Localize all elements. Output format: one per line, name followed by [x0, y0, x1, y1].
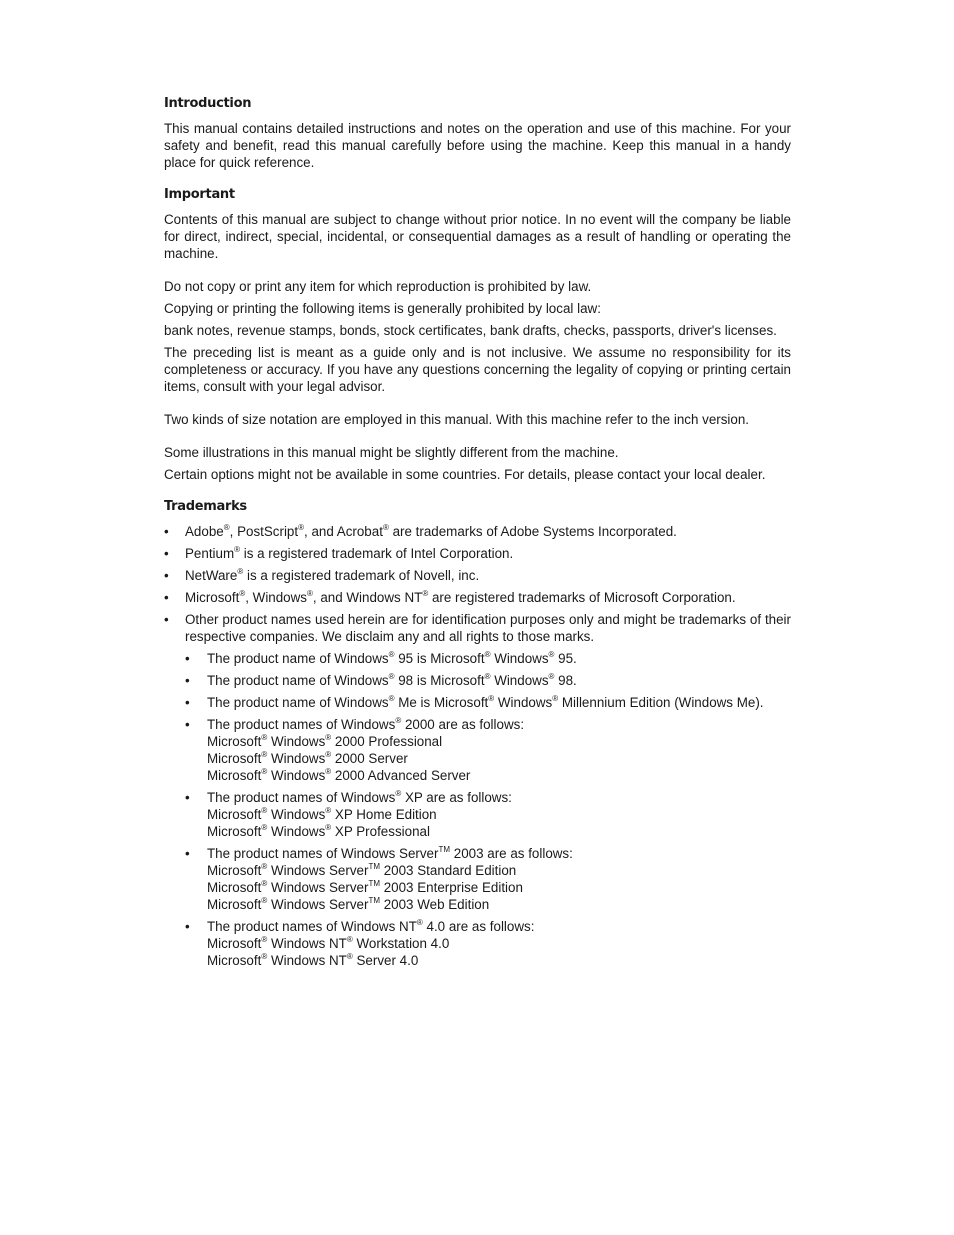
list-item: • The product name of Windows® Me is Microsoft® Windows® Millennium Edition (Windows Me).	[185, 694, 791, 711]
list-item: • NetWare® is a registered trademark of Novell, inc.	[164, 567, 791, 584]
list-item: • Other product names used herein are for identification purposes only and might be trademarks of their respective companies. We disclaim any and all rights to those marks. • The product name of Windows® 95 is Microsoft® Windows® 95. • The product name of Windows® 98 is Microsoft® Windows® 98. • The product name of Windows® Me is Microsoft® Windows® Millennium Edition (Windows Me). • The product names of Windows® 2000 are as follows: Microsoft® Windows® 2000 Professional Microsoft® Windows® 2000 Server Microsoft® Windows® 2000 Advanced Server • The product names of Windows® XP are as follows: Microsoft® Windows® XP Home Edition Microsoft® Windows® XP Professional • The product names of Windows Server™ 2003 are as follows: Microsoft® Windows Server™ 2003 Standard Edition Microsoft® Windows Server™ 2003 Enterprise Edition Microsoft® Windows Server™ 2003 Web Edition • The product names of Windows NT® 4.0 are as follows: Microsoft® Windows NT® Workstation 4.0 Microsoft® Windows NT® Server 4.0	[164, 611, 791, 969]
trademarks-heading: Trademarks	[164, 499, 247, 514]
list-item: • The product name of Windows® 95 is Microsoft® Windows® 95.	[185, 650, 791, 667]
important-text-8: Certain options might not be available in some countries. For details, please contact your local dealer.	[164, 467, 766, 482]
trademarks-list	[164, 523, 791, 969]
list-item: • Adobe®, PostScript®, and Acrobat® are trademarks of Adobe Systems Incorporated.	[164, 523, 791, 540]
important-text-7: Some illustrations in this manual might be slightly different from the machine.	[164, 445, 619, 460]
list-item: • Pentium® is a registered trademark of Intel Corporation.	[164, 545, 791, 562]
list-item: • The product name of Windows® 98 is Microsoft® Windows® 98.	[185, 672, 791, 689]
product-names-list	[185, 650, 791, 969]
list-item: • The product names of Windows Server™ 2003 are as follows: Microsoft® Windows Server™ 2003 Standard Edition Microsoft® Windows Server™ 2003 Enterprise Edition Microsoft® Windows Server™ 2003 Web Edition	[185, 845, 791, 913]
list-item: • The product names of Windows NT® 4.0 are as follows: Microsoft® Windows NT® Workstation 4.0 Microsoft® Windows NT® Server 4.0	[185, 918, 791, 969]
important-text-6: Two kinds of size notation are employed in this manual. With this machine refer to the inch version.	[164, 412, 750, 427]
important-text-4: bank notes, revenue stamps, bonds, stock certificates, bank drafts, checks, passports, driver's licenses.	[164, 323, 777, 338]
introduction-text: This manual contains detailed instructions and notes on the operation and use of this machine. For your safety and benefit, read this manual carefully before using the machine. Keep this manual in a handy place for quick reference.	[164, 121, 791, 170]
list-item: • The product names of Windows® XP are as follows: Microsoft® Windows® XP Home Edition Microsoft® Windows® XP Professional	[185, 789, 791, 840]
important-text-3: Copying or printing the following items is generally prohibited by local law:	[164, 301, 601, 316]
introduction-heading: Introduction	[164, 96, 252, 111]
important-text-5: The preceding list is meant as a guide only and is not inclusive. We assume no responsibility for its completeness or accuracy. If you have any questions concerning the legality of copying or printing certain items, consult with your legal advisor.	[164, 345, 791, 394]
manual-page	[164, 95, 791, 974]
important-text-1: Contents of this manual are subject to change without prior notice. In no event will the company be liable for direct, indirect, special, incidental, or consequential damages as a result of handling or operating the machine.	[164, 212, 791, 261]
important-text-2: Do not copy or print any item for which reproduction is prohibited by law.	[164, 279, 592, 294]
list-item: • The product names of Windows® 2000 are as follows: Microsoft® Windows® 2000 Professional Microsoft® Windows® 2000 Server Microsoft® Windows® 2000 Advanced Server	[185, 716, 791, 784]
important-heading: Important	[164, 187, 235, 202]
list-item: • Microsoft®, Windows®, and Windows NT® are registered trademarks of Microsoft Corporation.	[164, 589, 791, 606]
